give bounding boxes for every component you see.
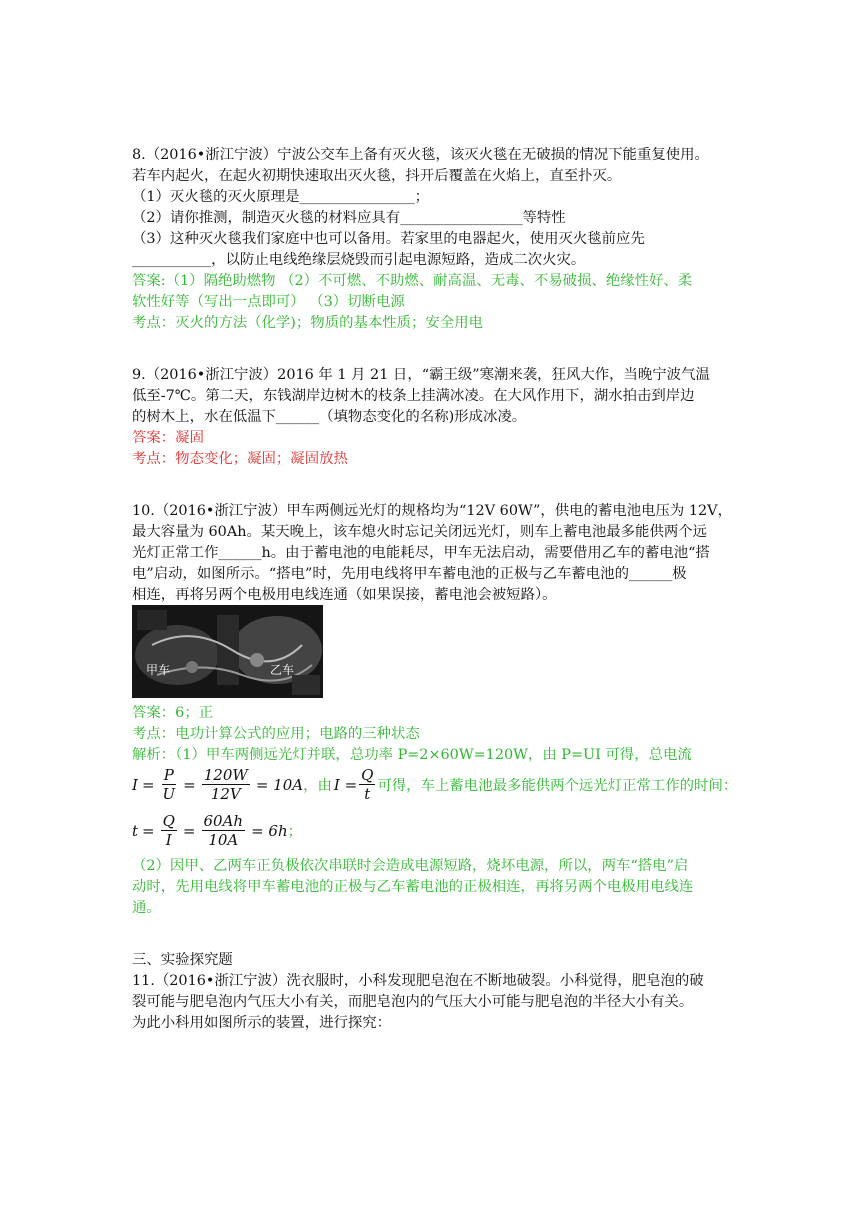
eq2-symbol-t: t [132, 821, 139, 840]
q8-line-5: （3）这种灭火毯我们家庭中也可以备用。若家里的电器起火，使用灭火毯前应先 [132, 231, 645, 247]
q10-analysis-2: （2）因甲、乙两车正负极依次串联时会造成电源短路，烧坏电源，所以，两车“搭电”启 [132, 858, 689, 874]
eq1-text-b: 可得，车上蓄电池最多能供两个远光灯正常工作的时间： [377, 778, 738, 794]
eq1-text-a: ，由 [303, 778, 332, 794]
eq2-numerator-2: 60Ah [203, 812, 244, 830]
q10-analysis-3: 动时，先用电线将甲车蓄电池的正极与乙车蓄电池的正极相连，再将另两个电极用电线连 [132, 879, 694, 895]
eq2-denominator: I [165, 831, 172, 849]
eq1-denominator-3: t [364, 785, 371, 803]
q9-line-1: 9.（2016•浙江宁波）2016 年 1 月 21 日，“霸王级”寒潮来袭，狂风大作，当晚宁波气温 [132, 367, 710, 383]
eq1-equals: = [141, 775, 155, 794]
q10-topic: 考点：电功计算公式的应用；电路的三种状态 [132, 726, 420, 742]
q8-line-1: 8.（2016•浙江宁波）宁波公交车上备有灭火毯，该灭火毯在无破损的情况下能重复使用。 [132, 147, 709, 163]
eq2-result: = 6h [251, 821, 288, 840]
photo-label-car-a: 甲车 [146, 663, 171, 677]
eq1-symbol-i: I [132, 775, 138, 794]
eq1-equals-2: = [183, 775, 196, 794]
eq1-denominator: U [162, 785, 176, 803]
q8-line-4: （2）请你推测，制造灭火毯的材料应具有_________________等特性 [132, 210, 566, 226]
q9-line-3: 的树木上，水在低温下______（填物态变化的名称)形成冰凌。 [132, 409, 527, 425]
eq1-result: = 10A [255, 775, 304, 794]
eq1-denominator-2: 12V [210, 785, 241, 803]
photo-label-car-b: 乙车 [270, 663, 295, 677]
q8-line-3: （1）灭火毯的灭火原理是________________； [132, 189, 429, 205]
section-heading-experiments: 三、实验探究题 [132, 952, 233, 968]
eq2-denominator-2: 10A [208, 831, 239, 849]
eq1-fraction-values [202, 766, 250, 803]
q11-line-3: 为此小科用如图所示的装置，进行探究： [132, 1015, 392, 1031]
eq2-equals-2: = [182, 821, 196, 840]
eq2-fraction-values [202, 812, 246, 849]
eq2-fraction-q-over-i [161, 812, 177, 849]
q9-answer: 答案：凝固 [132, 430, 204, 446]
eq1-numerator: P [163, 766, 174, 784]
q8-topic: 考点：灭火的方法（化学)；物质的基本性质；安全用电 [132, 315, 483, 331]
eq1-fraction-q-over-t [359, 766, 375, 803]
q11-line-2: 裂可能与肥皂泡内气压大小有关，而肥皂泡内的气压大小可能与肥皂泡的半径大小有关。 [132, 994, 694, 1010]
eq2-tail: ； [287, 824, 303, 840]
car-jump-start-photo [132, 605, 323, 698]
eq1-symbol-i-2: I = [333, 775, 358, 794]
q9-line-2: 低至-7℃。第二天，东钱湖岸边树木的枝条上挂满冰凌。在大风作用下，湖水拍击到岸边 [132, 388, 695, 404]
q8-line-6: ___________，以防止电线绝缘层烧毁而引起电源短路，造成二次火灾。 [132, 252, 586, 268]
q10-answer: 答案：6；正 [132, 705, 214, 721]
eq1-numerator-3: Q [361, 766, 374, 784]
q10-line-4: 电”启动，如图所示。“搭电”时，先用电线将甲车蓄电池的正极与乙车蓄电池的______极 [132, 566, 687, 582]
q11-line-1: 11.（2016•浙江宁波）洗衣服时，小科发现肥皂泡在不断地破裂。小科觉得，肥皂泡的破 [132, 973, 704, 989]
eq2-numerator: Q [162, 812, 175, 830]
q8-answer-2: 软性好等（写出一点即可） （3）切断电源 [132, 294, 405, 310]
q8-line-2: 若车内起火，在起火初期快速取出灭火毯，抖开后覆盖在火焰上，直至扑灭。 [132, 168, 622, 184]
q10-line-3: 光灯正常工作______h。由于蓄电池的电能耗尽，甲车无法启动，需要借用乙车的蓄电池“搭 [132, 545, 710, 561]
eq1-numerator-2: 120W [203, 766, 248, 784]
eq1-fraction-p-over-u [161, 766, 178, 803]
q10-analysis-4: 通。 [132, 900, 161, 916]
eq2-equals: = [142, 821, 155, 840]
car-engine-illustration [132, 605, 323, 698]
q9-topic: 考点：物态变化；凝固；凝固放热 [132, 451, 348, 467]
q10-analysis-1: 解析：（1）甲车两侧远光灯并联，总功率 P=2×60W=120W，由 P=UI 可得，总电流 [132, 747, 692, 763]
q10-line-5: 相连，再将另两个电极用电线连通（如果误接，蓄电池会被短路）。 [132, 587, 557, 603]
equation-current [132, 766, 737, 803]
q10-line-1: 10.（2016•浙江宁波）甲车两侧远光灯的规格均为“12V 60W”，供电的蓄电池电压为 12V， [132, 503, 732, 519]
q8-answer-1: 答案:（1）隔绝助燃物 （2）不可燃、不助燃、耐高温、无毒、不易破损、绝缘性好、柔 [132, 273, 693, 289]
q10-line-2: 最大容量为 60Ah。某天晚上，该车熄火时忘记关闭远光灯，则车上蓄电池最多能供两个远 [132, 524, 708, 540]
equation-time [132, 812, 302, 849]
